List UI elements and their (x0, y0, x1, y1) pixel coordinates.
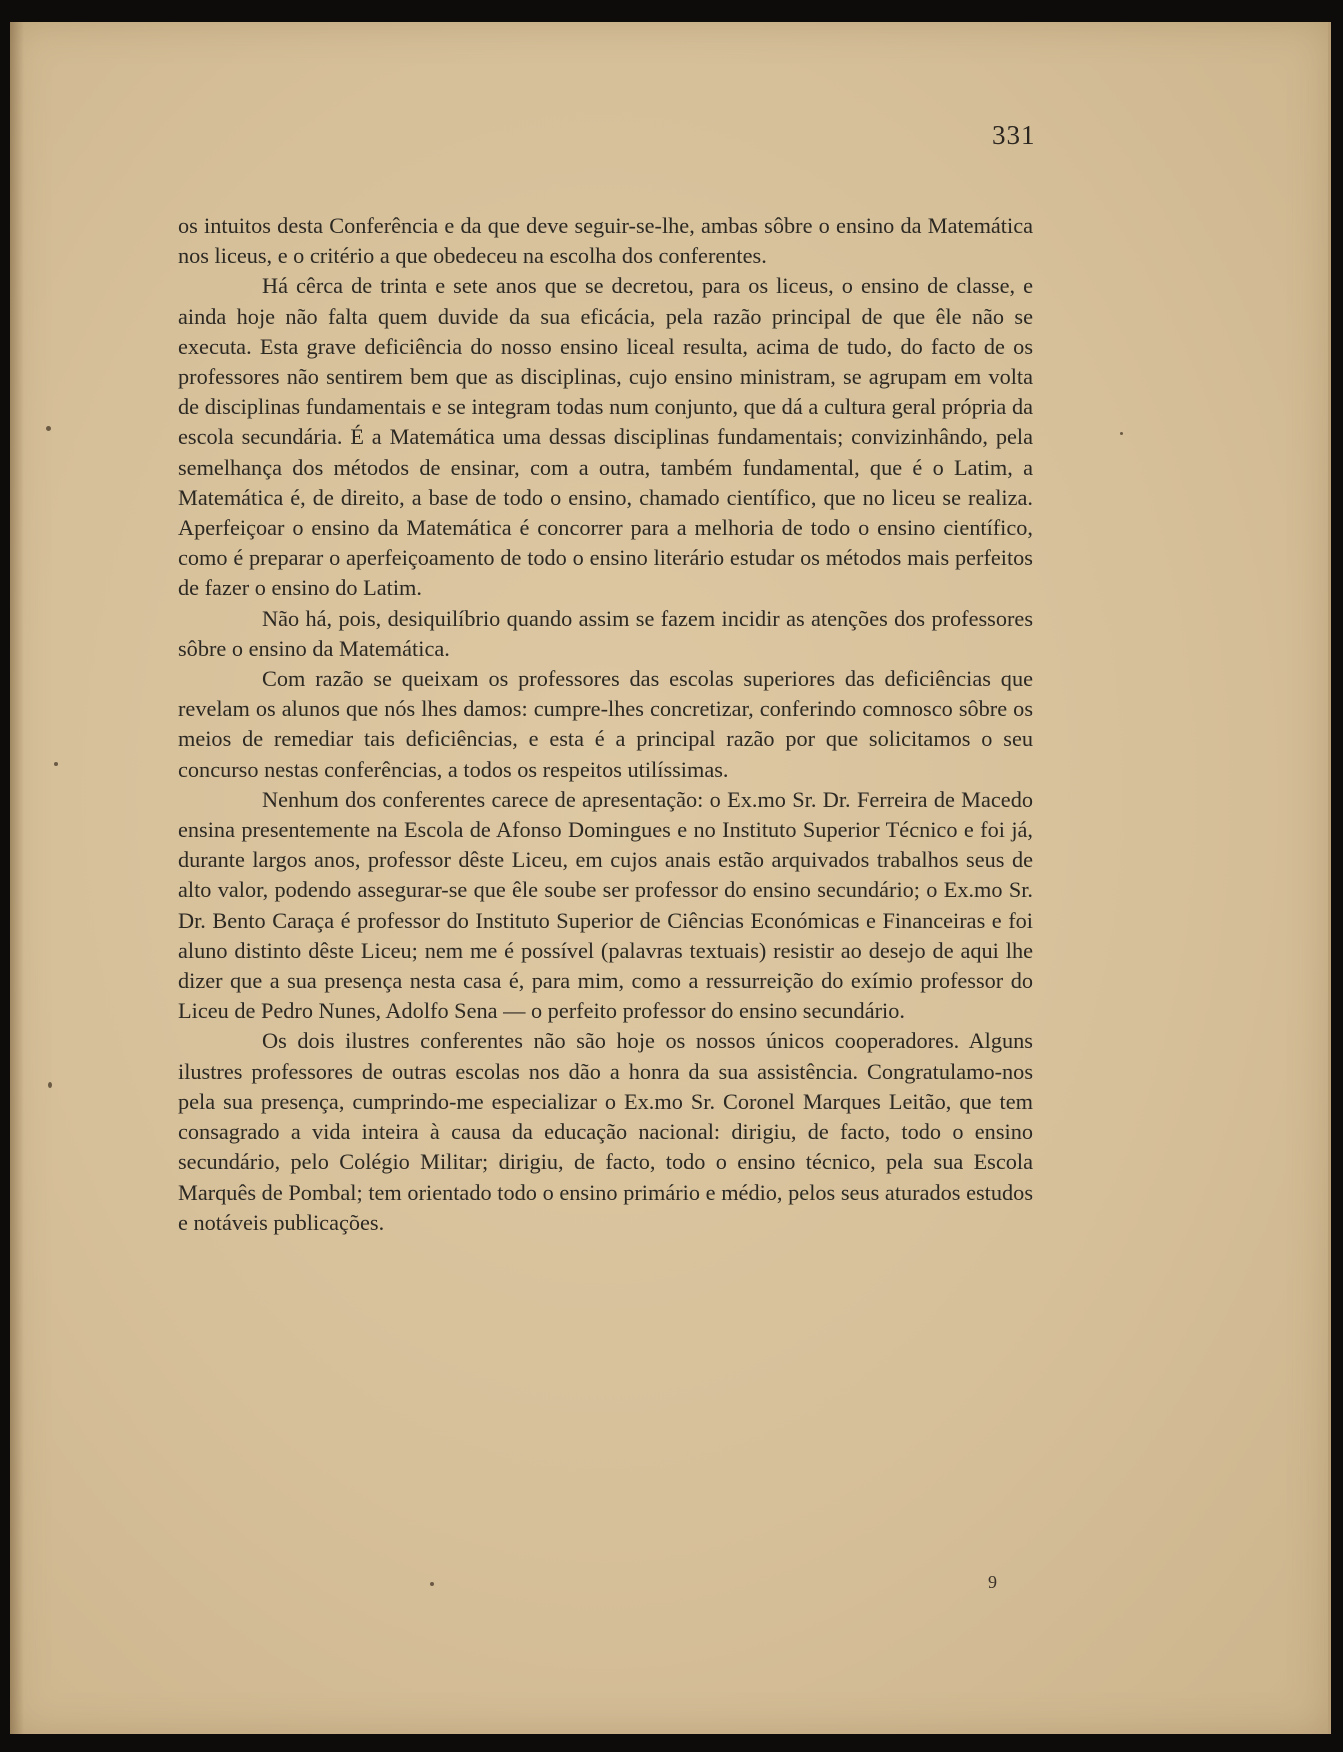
book-page (10, 22, 1331, 1734)
paper-speck (46, 426, 51, 431)
paragraph: Nenhum dos conferentes carece de apresentação: o Ex.mo Sr. Dr. Ferreira de Macedo ensina presentemente na Escola de Afonso Domingues e no Instituto Superior Técnico e foi já, durante largos anos, professor dêste Liceu, em cujos anais estão arquivados trabalhos seus de alto valor, podendo assegurar-se que êle soube ser professor do ensino secundário; o Ex.mo Sr. Dr. Bento Caraça é professor do Instituto Superior de Ciências Económicas e Financeiras e foi aluno distinto dêste Liceu; nem me é possível (palavras textuais) resistir ao desejo de aqui lhe dizer que a sua presença nesta casa é, para mim, como a ressurreição do exímio professor do Liceu de Pedro Nunes, Adolfo Sena — o perfeito professor do ensino secundário. (178, 786, 1033, 1024)
page-number: 331 (992, 120, 1036, 150)
paper-speck (430, 1582, 434, 1586)
paragraph: Os dois ilustres conferentes não são hoje os nossos únicos cooperadores. Alguns ilustres professores de outras escolas nos dão a honra da sua assistência. Congratulamo-nos pela sua presença, cumprindo-me especializar o Ex.mo Sr. Coronel Marques Leitão, que tem consagrado a vida inteira à causa da educação nacional: dirigiu, de facto, todo o ensino secundário, pelo Colégio Militar; dirigiu, de facto, todo o ensino técnico, pela sua Escola Marquês de Pombal; tem orientado todo o ensino primário e médio, pelos seus aturados estudos e notáveis publicações. (178, 1028, 1033, 1235)
paper-speck (54, 762, 58, 766)
paragraph: Não há, pois, desiquilíbrio quando assim se fazem incidir as atenções dos professores sôbre o ensino da Matemática. (178, 605, 1033, 661)
paragraph: os intuitos desta Conferência e da que deve seguir-se-lhe, ambas sôbre o ensino da Matemática nos liceus, e o critério a que obedeceu na escolha dos conferentes. (178, 213, 1033, 269)
body-text (178, 211, 1033, 1238)
paper-speck (48, 1082, 52, 1088)
paper-speck (1120, 432, 1123, 435)
signature-mark: 9 (988, 1572, 997, 1592)
paragraph: Há cêrca de trinta e sete anos que se decretou, para os liceus, o ensino de classe, e ainda hoje não falta quem duvide da sua eficácia, pela razão principal de que êle não se executa. Esta grave deficiência do nosso ensino liceal resulta, acima de tudo, do facto de os professores não sentirem bem que as disciplinas, cujo ensino ministram, se agrupam em volta de disciplinas fundamentais e se integram todas num conjunto, que dá a cultura geral própria da escola secundária. É a Matemática uma dessas disciplinas fundamentais; convizinhândo, pela semelhança dos métodos de ensinar, com a outra, também fundamental, que é o Latim, a Matemática é, de direito, a base de todo o ensino, chamado científico, que no liceu se realiza. Aperfeiçoar o ensino da Matemática é concorrer para a melhoria de todo o ensino científico, como é preparar o aperfeiçoamento de todo o ensino literário estudar os métodos mais perfeitos de fazer o ensino do Latim. (178, 273, 1033, 601)
paragraph: Com razão se queixam os professores das escolas superiores das deficiências que revelam os alunos que nós lhes damos: cumpre-lhes concretizar, conferindo comnosco sôbre os meios de remediar tais deficiências, e esta é a principal razão por que solicitamos o seu concurso nestas conferências, a todos os respeitos utilíssimas. (178, 666, 1033, 782)
